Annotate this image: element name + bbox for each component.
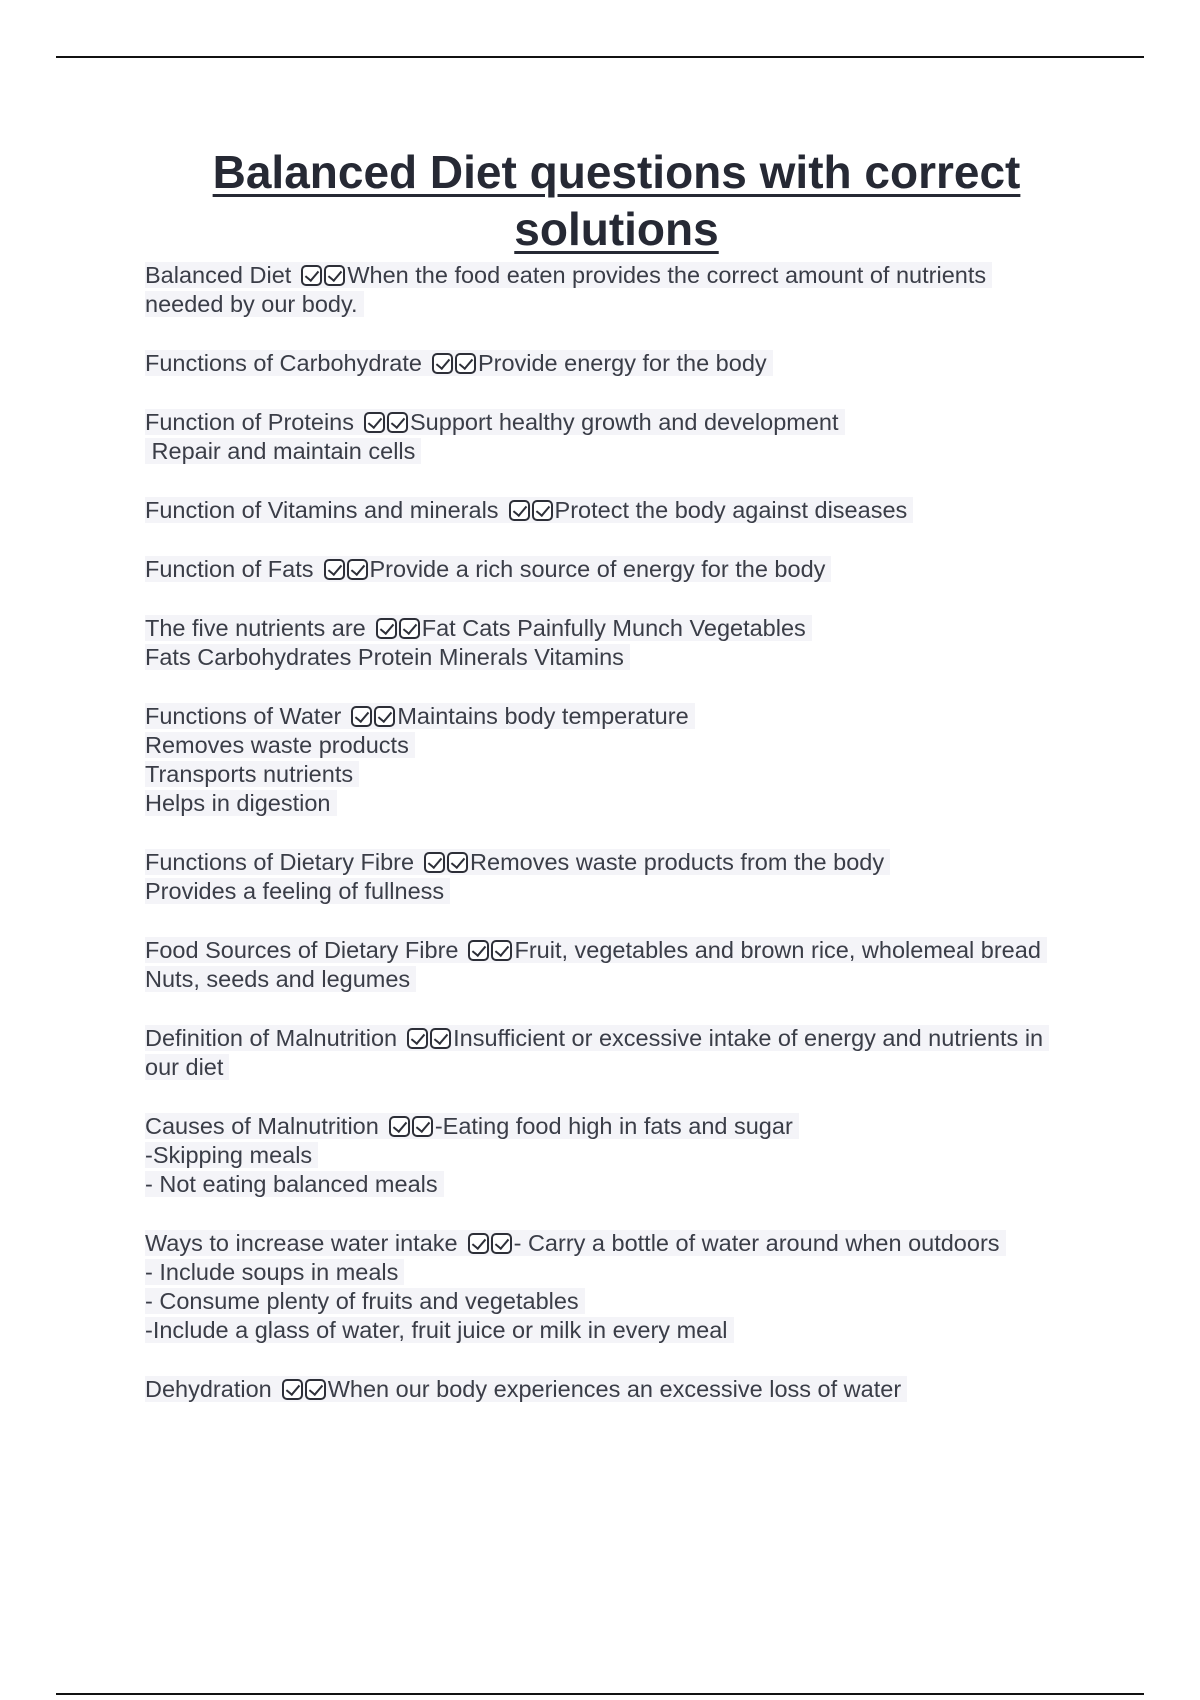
- question-text: Ways to increase water intake: [145, 1230, 458, 1256]
- answer-line: Provides a feeling of fullness: [145, 878, 450, 904]
- answer-line: - Consume plenty of fruits and vegetables: [145, 1288, 585, 1314]
- answer-line: -Skipping meals: [145, 1142, 318, 1168]
- checkbox-icon: [491, 1233, 512, 1254]
- title-line-1: Balanced Diet questions with correct: [212, 146, 1021, 198]
- checkbox-icon: [301, 265, 322, 286]
- page-title: [0, 144, 1200, 258]
- answer-line: - Not eating balanced meals: [145, 1171, 444, 1197]
- answer-text: Maintains body temperature: [397, 703, 689, 729]
- qa-item: [145, 349, 1095, 378]
- checkbox-icon: [389, 1116, 410, 1137]
- question-text: Functions of Carbohydrate: [145, 350, 422, 376]
- answer-text: Removes waste products from the body: [470, 849, 885, 875]
- answer-line: our diet: [145, 1054, 229, 1080]
- top-rule: [56, 56, 1144, 58]
- answer-text: -Eating food high in fats and sugar: [434, 1113, 793, 1139]
- answer-text: When our body experiences an excessive loss of water: [327, 1376, 902, 1402]
- answer-line: Nuts, seeds and legumes: [145, 966, 416, 992]
- qa-item: [145, 1375, 1095, 1404]
- answer-text: Insufficient or excessive intake of energy and nutrients in: [453, 1025, 1044, 1051]
- checkbox-icon: [532, 500, 553, 521]
- checkbox-icon: [424, 852, 445, 873]
- qa-item: [145, 1024, 1095, 1082]
- qa-item: [145, 1112, 1095, 1199]
- question-text: Causes of Malnutrition: [145, 1113, 379, 1139]
- checkbox-icon: [432, 353, 453, 374]
- answer-text: Fat Cats Painfully Munch Vegetables: [421, 615, 806, 641]
- checkbox-icon: [509, 500, 530, 521]
- checkbox-icon: [374, 706, 395, 727]
- checkbox-icon: [347, 559, 368, 580]
- checkbox-icon: [282, 1379, 303, 1400]
- answer-line: Repair and maintain cells: [145, 438, 421, 464]
- qa-item: [145, 496, 1095, 525]
- question-text: Function of Fats: [145, 556, 314, 582]
- answer-line: Fats Carbohydrates Protein Minerals Vitamins: [145, 644, 630, 670]
- answer-text: Provide a rich source of energy for the body: [369, 556, 826, 582]
- checkbox-icon: [412, 1116, 433, 1137]
- question-text: Function of Vitamins and minerals: [145, 497, 499, 523]
- question-text: The five nutrients are: [145, 615, 366, 641]
- answer-text: Fruit, vegetables and brown rice, wholemeal bread: [514, 937, 1041, 963]
- qa-item: [145, 1229, 1095, 1345]
- answer-text: Protect the body against diseases: [554, 497, 908, 523]
- question-text: Food Sources of Dietary Fibre: [145, 937, 459, 963]
- qa-list: [145, 261, 1095, 1434]
- checkbox-icon: [468, 1233, 489, 1254]
- answer-line: Transports nutrients: [145, 761, 359, 787]
- qa-item: [145, 555, 1095, 584]
- checkbox-icon: [447, 852, 468, 873]
- answer-line: Helps in digestion: [145, 790, 337, 816]
- checkbox-icon: [324, 265, 345, 286]
- qa-item: [145, 936, 1095, 994]
- question-text: Definition of Malnutrition: [145, 1025, 398, 1051]
- answer-text: When the food eaten provides the correct amount of nutrients: [347, 262, 987, 288]
- qa-item: [145, 261, 1095, 319]
- checkbox-icon: [430, 1028, 451, 1049]
- answer-text: Support healthy growth and development: [410, 409, 839, 435]
- title-line-2: solutions: [514, 203, 719, 255]
- question-text: Balanced Diet: [145, 262, 292, 288]
- answer-text: - Carry a bottle of water around when outdoors: [513, 1230, 1000, 1256]
- question-text: Function of Proteins: [145, 409, 354, 435]
- checkbox-icon: [455, 353, 476, 374]
- checkbox-icon: [351, 706, 372, 727]
- checkbox-icon: [364, 412, 385, 433]
- answer-line: - Include soups in meals: [145, 1259, 404, 1285]
- qa-item: [145, 702, 1095, 818]
- checkbox-icon: [468, 940, 489, 961]
- checkbox-icon: [399, 618, 420, 639]
- bottom-rule: [56, 1693, 1144, 1695]
- answer-line: -Include a glass of water, fruit juice or milk in every meal: [145, 1317, 734, 1343]
- checkbox-icon: [407, 1028, 428, 1049]
- answer-line: Removes waste products: [145, 732, 415, 758]
- qa-item: [145, 408, 1095, 466]
- question-text: Functions of Dietary Fibre: [145, 849, 415, 875]
- question-text: Functions of Water: [145, 703, 342, 729]
- answer-text: Provide energy for the body: [477, 350, 767, 376]
- checkbox-icon: [324, 559, 345, 580]
- qa-item: [145, 848, 1095, 906]
- checkbox-icon: [376, 618, 397, 639]
- checkbox-icon: [305, 1379, 326, 1400]
- checkbox-icon: [491, 940, 512, 961]
- qa-item: [145, 614, 1095, 672]
- answer-line: needed by our body.: [145, 291, 364, 317]
- checkbox-icon: [387, 412, 408, 433]
- question-text: Dehydration: [145, 1376, 272, 1402]
